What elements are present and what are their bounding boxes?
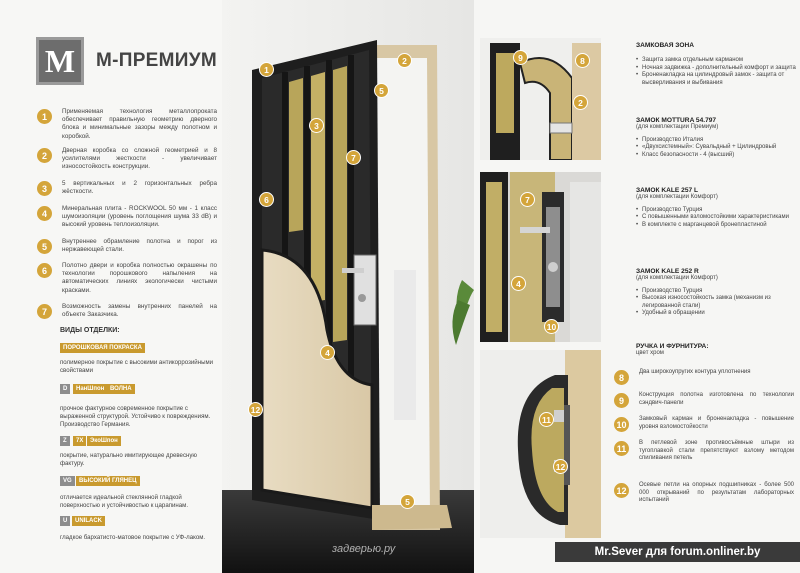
- finish-description: отличается идеальной стеклянной гладкой поверхностью и устойчивостью к царапинам.: [60, 494, 189, 509]
- finish-tag: ЭкоШпон: [87, 436, 121, 446]
- finish-tag: Z: [60, 436, 70, 446]
- hardware-subtitle: цвет хром: [636, 350, 664, 356]
- feature-text: Замковый карман и броненакладка - повышение уровня взломостойкости: [639, 416, 794, 430]
- door-drawing: [222, 0, 474, 573]
- photo-callout-badge: 12: [553, 459, 568, 474]
- feature-item: [614, 416, 794, 432]
- feature-item: [37, 180, 217, 196]
- finish-tag: D: [60, 384, 70, 394]
- feature-number: 11: [614, 441, 629, 456]
- lock-zone-item: • Защита замка отдельным карманом: [636, 57, 796, 65]
- door-callout-badge: 5: [374, 83, 389, 98]
- feature-item: [614, 482, 794, 505]
- feature-item: [614, 392, 794, 408]
- lock-title: ЗАМОК MOTTURA 54.797: [636, 117, 717, 124]
- lock-zone-item: • Броненакладка на цилиндровый замок - защита от высверливания и выбивания: [636, 72, 796, 87]
- photo-callout-badge: 2: [573, 95, 588, 110]
- photo-callout-badge: 10: [544, 319, 559, 334]
- finish-description: покрытие, натурально имитирующее древесную фактуру.: [60, 452, 197, 467]
- door-callout-badge: 2: [397, 53, 412, 68]
- photo-callout-badge: 8: [575, 53, 590, 68]
- feature-item: [37, 303, 217, 319]
- finish-tag: ВЫСОКИЙ ГЛЯНЕЦ: [76, 476, 140, 486]
- finishes-title: ВИДЫ ОТДЕЛКИ:: [60, 327, 120, 334]
- lock-zone-title: ЗАМКОВАЯ ЗОНА: [636, 42, 695, 49]
- door-callout-badge: 3: [309, 118, 324, 133]
- door-illustration: [222, 0, 474, 573]
- finish-tag: НанШпон: [73, 384, 107, 394]
- lock-title: ЗАМОК KALE 252 R: [636, 268, 699, 275]
- feature-text: Внутреннее обрамление полотна и порог из нержавеющей стали.: [62, 238, 217, 254]
- feature-item: [614, 369, 794, 385]
- feature-text: Два широкоупругих контура уплотнения: [639, 369, 751, 375]
- lock-item: • В комплекте с марганцевой бронепластиной: [636, 222, 796, 230]
- forum-credit-banner: Mr.Sever для forum.onliner.by: [555, 542, 800, 562]
- feature-number: 8: [614, 370, 629, 385]
- finish-tag: UNILACK: [72, 516, 105, 526]
- lock-zone-photo: [480, 38, 601, 160]
- lock-mechanism-photo: [480, 172, 601, 342]
- feature-number: 12: [614, 483, 629, 498]
- lock-subtitle: (для комплектации Комфорт): [636, 275, 718, 281]
- feature-item: [37, 147, 217, 172]
- lock-subtitle: (для комплектации Премиум): [636, 124, 719, 130]
- feature-text: Осевые петли на опорных подшипниках - более 500 000 открываний по результатам лабораторных испытаний: [639, 482, 794, 504]
- lock-item: • Производство Турция: [636, 207, 796, 215]
- feature-item: [614, 440, 794, 463]
- watermark: задверью.ру: [332, 543, 396, 555]
- finish-description: прочное фактурное современное покрытие с выраженной структурой. Устойчиво к повреждениям. Производство Германия.: [60, 405, 211, 428]
- door-callout-badge: 6: [259, 192, 274, 207]
- feature-number: 3: [37, 181, 52, 196]
- brand-logo-letter: M: [44, 43, 76, 79]
- feature-text: Конструкция полотна изготовлена по технологии сэндвич-панели: [639, 392, 794, 406]
- feature-text: Дверная коробка со сложной геометрией и 8 усилителями жесткости - увеличивает износостойкость конструкции.: [62, 147, 217, 171]
- feature-number: 5: [37, 239, 52, 254]
- photo-callout-badge: 4: [511, 276, 526, 291]
- lock-title: ЗАМОК KALE 257 L: [636, 187, 699, 194]
- feature-item: [37, 238, 217, 254]
- finish-tag: 7Х: [73, 436, 86, 446]
- lock-subtitle: (для комплектации Комфорт): [636, 194, 718, 200]
- door-callout-badge: 12: [248, 402, 263, 417]
- lock-mechanism-drawing: [480, 172, 601, 342]
- door-callout-badge: 5: [400, 494, 415, 509]
- brand-title: М-ПРЕМИУМ: [96, 50, 217, 71]
- lock-item: • С повышенными взломостойкими характеристиками: [636, 214, 796, 222]
- photo-callout-badge: 7: [520, 192, 535, 207]
- lock-zone-item: • Ночная задвижка - дополнительный комфорт и защита: [636, 65, 796, 73]
- feature-number: 4: [37, 206, 52, 221]
- lock-item: • Удобный в обращении: [636, 310, 796, 318]
- hinge-photo: [480, 350, 601, 538]
- lock-spec-section: [636, 187, 796, 229]
- feature-number: 7: [37, 304, 52, 319]
- lock-spec-section: [636, 117, 796, 159]
- lock-zone-section: [636, 42, 796, 87]
- feature-item: [37, 108, 217, 141]
- feature-text: В петлевой зоне противосъёмные штыри из тугоплавкой стали препятствуют взлому методом спиливания петель: [639, 440, 794, 462]
- lock-spec-section: [636, 268, 796, 318]
- feature-text: Полотно двери и коробка полностью окрашены по технологии порошкового напыления на автоматических линиях экологически чистыми красками.: [62, 262, 217, 294]
- hardware-section: [636, 343, 796, 358]
- feature-number: 9: [614, 393, 629, 408]
- door-callout-badge: 1: [259, 62, 274, 77]
- feature-text: Применяемая технология металлопроката обеспечивает правильную геометрию дверного блока и минимальные зазоры между полотном и коробкой.: [62, 108, 217, 140]
- lock-item: • Высокая износостойкость замка (механизм из легированной стали): [636, 295, 796, 310]
- finish-tag: VG: [60, 476, 75, 486]
- feature-number: 1: [37, 109, 52, 124]
- door-callout-badge: 7: [346, 150, 361, 165]
- feature-number: 6: [37, 263, 52, 278]
- feature-item: [37, 205, 217, 230]
- lock-item: • Производство Италия: [636, 137, 796, 145]
- door-callout-badge: 4: [320, 345, 335, 360]
- feature-item: [37, 262, 217, 295]
- finish-description: полимерное покрытие с высокими антикоррозийными свойствами: [60, 359, 214, 374]
- photo-callout-badge: 9: [513, 50, 528, 65]
- feature-number: 2: [37, 148, 52, 163]
- finish-tag: ВОЛНА: [107, 384, 135, 394]
- left-column: [0, 0, 222, 573]
- lock-item: • «Двухсистемный»: Сувальдный + Цилиндровый: [636, 144, 796, 152]
- feature-text: Минеральная плита - ROCKWOOL 50 мм - 1 класс шумоизоляции (уровень поглощения шума 33 dB) и высокий уровень теплоизоляции.: [62, 205, 217, 229]
- feature-number: 10: [614, 417, 629, 432]
- finish-tag: ПОРОШКОВАЯ ПОКРАСКА: [60, 343, 145, 353]
- hardware-title: РУЧКА И ФУРНИТУРА:: [636, 343, 709, 350]
- hinge-drawing: [480, 350, 601, 538]
- feature-text: 5 вертикальных и 2 горизонтальных ребра жёсткости.: [62, 180, 217, 196]
- feature-text: Возможность замены внутренних панелей на объекте Заказчика.: [62, 303, 217, 319]
- lock-item: • Класс безопасности - 4 (высший): [636, 152, 796, 160]
- finish-tag: U: [60, 516, 70, 526]
- finish-description: гладкое бархатисто-матовое покрытие с УФ-лаком.: [60, 534, 206, 541]
- photo-callout-badge: 11: [539, 412, 554, 427]
- brand-logo: [36, 37, 84, 85]
- lock-item: • Производство Турция: [636, 288, 796, 296]
